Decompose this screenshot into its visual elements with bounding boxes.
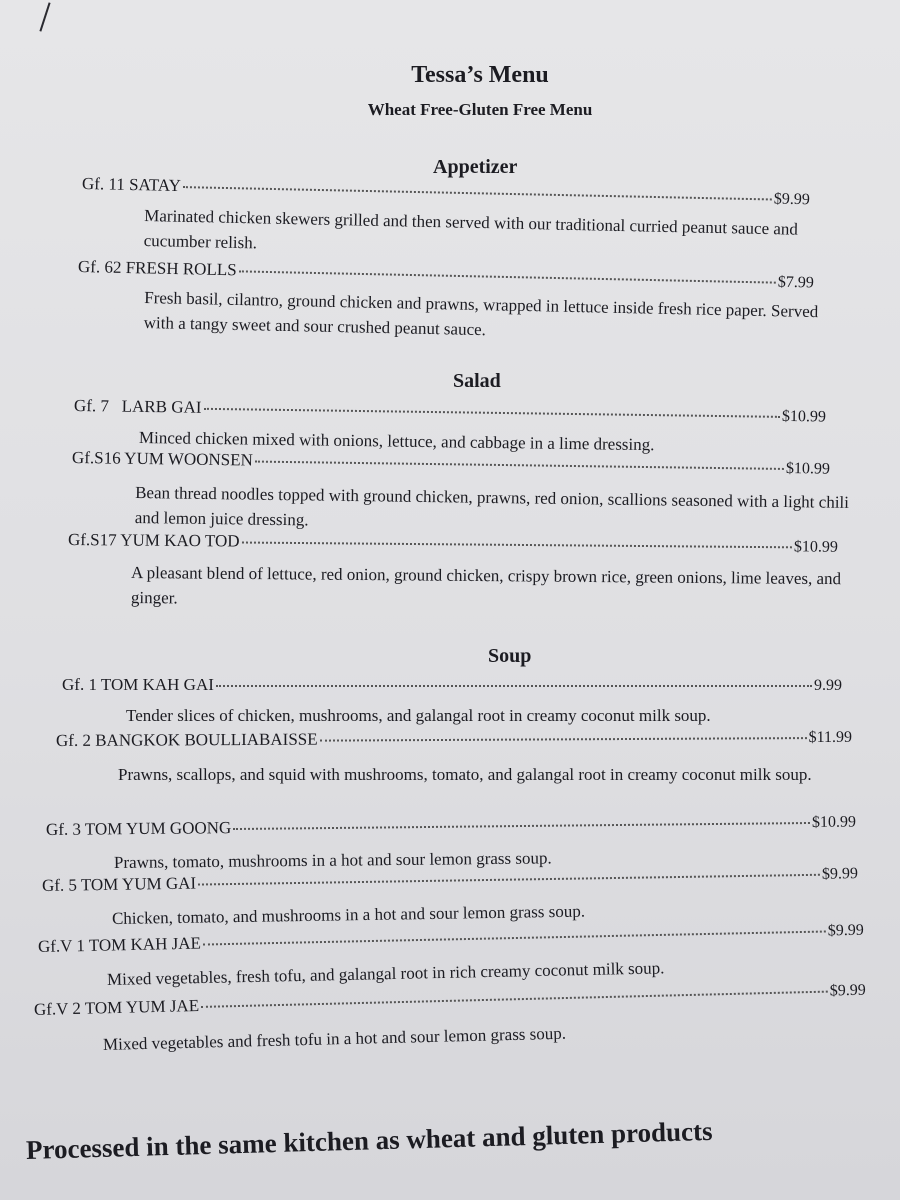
item-name: Gf.V 1 TOM KAH JAE [37,933,202,956]
item-description: Mixed vegetables, fresh tofu, and galangal root in rich creamy coconut milk soup. [106,958,665,989]
item-price: $9.99 [827,921,865,940]
item-name: Gf. 2 BANGKOK BOULLIABAISSE [55,729,318,750]
leader-dots [203,408,779,418]
menu-title: Tessa’s Menu [411,62,549,88]
menu-item [74,396,826,426]
leader-dots [216,685,812,687]
item-description: Tender slices of chicken, mushrooms, and galangal root in creamy coconut milk soup. [126,706,711,725]
item-description: A pleasant blend of lettuce, red onion, ground chicken, crispy brown rice, green onions, lime leaves, and ginger. [130,563,842,608]
leader-dots [233,822,810,830]
menu-item [46,812,856,840]
item-name: Gf. 11 SATAY [81,174,182,196]
leader-dots [320,737,807,742]
item-price: 9.99 [814,677,842,694]
menu-item [62,675,842,695]
section-heading-soup: Soup [488,645,532,667]
leader-dots [201,991,828,1008]
item-price: $9.99 [773,190,811,209]
section-heading-salad: Salad [453,370,501,392]
item-description: Fresh basil, cilantro, ground chicken and prawns, wrapped in lettuce inside fresh rice paper. Served with a tangy sweet and sour crushed peanut sauce. [143,288,819,340]
item-name: Gf. 1 TOM KAH GAI [62,675,214,694]
item-description: Prawns, scallops, and squid with mushrooms, tomato, and galangal root in creamy coconut milk soup. [118,765,812,784]
item-description: Marinated chicken skewers grilled and then served with our traditional curried peanut sauce and cucumber relish. [143,206,799,253]
item-name: Gf.V 2 TOM YUM JAE [33,995,200,1019]
item-name: Gf.S17 YUM KAO TOD [67,530,240,551]
leader-dots [198,874,820,886]
leader-dots [239,270,776,283]
item-name: Gf. 3 TOM YUM GOONG [45,818,232,839]
item-price: $9.99 [821,865,859,883]
leader-dots [242,542,792,549]
menu-subtitle: Wheat Free-Gluten Free Menu [367,100,593,119]
pen-mark [39,2,50,31]
leader-dots [183,186,772,200]
item-price: $10.99 [781,407,827,426]
leader-dots [255,461,784,470]
item-price: $10.99 [793,538,839,556]
item-price: $10.99 [811,813,857,831]
section-heading-appetizer: Appetizer [433,156,518,178]
allergen-notice: Processed in the same kitchen as wheat and gluten products [25,1115,713,1165]
item-price: $7.99 [777,273,815,292]
menu-item [56,727,852,751]
item-name: Gf.S16 YUM WOONSEN [71,448,253,470]
item-description: Bean thread noodles topped with ground chicken, prawns, red onion, scallions seasoned with a light chili and lemon juice dressing. [134,483,850,530]
item-description: Minced chicken mixed with onions, lettuce, and cabbage in a lime dressing. [138,428,655,455]
item-name: Gf. 62 FRESH ROLLS [77,257,237,280]
item-price: $9.99 [829,981,866,1000]
item-description: Mixed vegetables and fresh tofu in a hot and sour lemon grass soup. [102,1023,567,1054]
item-name: Gf. 5 TOM YUM GAI [41,873,197,895]
item-description: Chicken, tomato, and mushrooms in a hot and sour lemon grass soup. [111,901,586,928]
item-price: $10.99 [785,459,831,478]
item-description: Prawns, tomato, mushrooms in a hot and sour lemon grass soup. [113,848,552,872]
item-price: $11.99 [808,728,853,747]
leader-dots [203,930,826,945]
item-name: Gf. 7 LARB GAI [73,396,202,417]
